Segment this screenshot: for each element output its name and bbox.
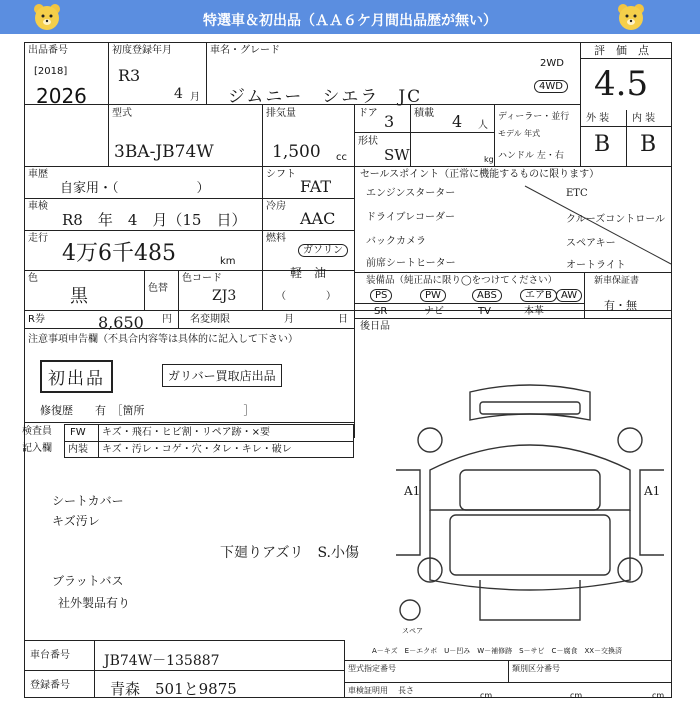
plate-value: 青森 501と9875 bbox=[110, 680, 237, 698]
lot-label: 出品番号 bbox=[28, 45, 68, 56]
fuel-label: 燃料 bbox=[266, 233, 286, 244]
car-damage-diagram bbox=[390, 380, 670, 630]
mileage-label: 走行 bbox=[28, 233, 48, 244]
color-value: 黒 bbox=[70, 286, 88, 307]
score-ext: B bbox=[594, 132, 611, 157]
fuel-paren: （ ） bbox=[276, 291, 336, 302]
mileage-unit: km bbox=[220, 256, 236, 267]
bear-mascot-icon bbox=[616, 2, 646, 32]
equipment-item: 本革 bbox=[524, 306, 544, 317]
cert-label: 車検証明用 bbox=[348, 686, 388, 695]
usage-value: 自家用・（ ） bbox=[60, 181, 210, 196]
hand-note: ブラットバス bbox=[52, 574, 124, 588]
usage-label: 車歴 bbox=[28, 169, 48, 180]
chassis-label: 車台番号 bbox=[30, 650, 70, 661]
sales-item: オートライト bbox=[566, 260, 626, 271]
inspection-value: R8 年 4 月（15 日） bbox=[62, 211, 247, 229]
doors-value: 3 bbox=[384, 112, 395, 131]
recycle-label: R券 bbox=[28, 314, 45, 325]
inspection-label: 車検 bbox=[28, 201, 48, 212]
inspector-label: 記入欄 bbox=[22, 443, 52, 454]
lot-number: 2026 bbox=[36, 84, 87, 108]
lot-year: [2018] bbox=[34, 66, 68, 77]
equipment-label: 装備品（純正品に限り◯をつけてください） bbox=[366, 275, 558, 286]
sales-item: クルーズコントロール bbox=[566, 214, 665, 225]
sales-label: セールスポイント（正常に機能するものに限ります） bbox=[360, 169, 600, 180]
recycle-day: 日 bbox=[338, 314, 348, 325]
damage-legend: A－キズ E－エクボ U－凹み W－補修跡 S－サビ C－腐食 XX－交換済 bbox=[372, 647, 623, 655]
dealer-handle: ハンドル 左・右 bbox=[498, 151, 564, 161]
hand-note: キズ汚レ bbox=[52, 514, 100, 528]
shift-value: FAT bbox=[300, 177, 332, 196]
car-name: ジムニー シエラ JC bbox=[228, 87, 423, 107]
equipment-item: エアB bbox=[520, 289, 557, 302]
reg-month: 4 bbox=[174, 86, 183, 102]
hand-mark: A1 bbox=[644, 484, 661, 498]
equipment-item: AW bbox=[556, 289, 582, 302]
recycle-value: 8,650 bbox=[98, 313, 144, 332]
score-ext-label: 外 装 bbox=[586, 113, 610, 124]
dealer-model-year: モデル 年式 bbox=[498, 129, 541, 138]
cm-unit: cm bbox=[652, 691, 665, 700]
recycle-unit: 円 bbox=[162, 314, 172, 325]
bear-mascot-icon bbox=[32, 2, 62, 32]
notes-stamp-gulliver: ガリバー買取店出品 bbox=[162, 364, 282, 387]
shift-label: シフト bbox=[266, 169, 296, 180]
inspector-interior-items: キズ・汚レ・コゲ・穴・タレ・キレ・破レ bbox=[102, 444, 292, 455]
capacity-kg: kg bbox=[484, 155, 494, 164]
score-int: B bbox=[640, 132, 657, 157]
equipment-item: PW bbox=[420, 289, 446, 302]
notes-repair: 修復歴 有 ［箇所 ］ bbox=[40, 404, 255, 417]
color-code-label: 色コード bbox=[182, 273, 222, 284]
capacity-value: 4 bbox=[452, 112, 463, 131]
mileage-value: 4万6千485 bbox=[62, 241, 176, 266]
banner bbox=[0, 0, 700, 34]
fuel-options: 軽 油 bbox=[290, 266, 327, 280]
cm-unit: cm bbox=[570, 691, 583, 700]
warranty-label: 新車保証書 bbox=[594, 276, 640, 286]
color-label: 色 bbox=[28, 273, 38, 284]
sales-item: 前席シートヒーター bbox=[366, 258, 456, 269]
score-value: 4.5 bbox=[594, 64, 649, 104]
equipment-item: PS bbox=[370, 289, 392, 302]
model-label: 型式 bbox=[112, 108, 132, 119]
notes-label: 注意事項申告欄（不具合内容等は具体的に記入して下さい） bbox=[28, 334, 298, 345]
doors-label: ドア bbox=[358, 108, 378, 119]
car-label: 車名・グレード bbox=[210, 45, 280, 56]
displacement-value: 1,500 bbox=[272, 142, 321, 162]
inspector-interior: 内装 bbox=[68, 444, 88, 455]
capacity-label: 積載 bbox=[414, 108, 434, 119]
displacement-unit: cc bbox=[336, 152, 347, 163]
aircon-label: 冷房 bbox=[266, 201, 286, 212]
fuel-value: ガソリン bbox=[298, 244, 348, 257]
hand-note: シートカバー bbox=[52, 494, 124, 508]
sales-item: バックカメラ bbox=[366, 236, 426, 247]
inspector-label: 検査員 bbox=[22, 426, 52, 437]
sales-item: エンジンスターター bbox=[366, 188, 456, 199]
sales-item: ドライブレコーダー bbox=[366, 212, 455, 223]
model-value: 3BA-JB74W bbox=[114, 142, 214, 162]
body-value: SW bbox=[384, 146, 410, 164]
reg-label: 初度登録年月 bbox=[112, 45, 172, 56]
hand-note: 下廻りアズリ S.小傷 bbox=[220, 545, 359, 561]
capacity-unit: 人 bbox=[478, 120, 488, 131]
recycle-expire-label: 名変期限 bbox=[190, 314, 230, 325]
equipment-item: SR bbox=[374, 306, 388, 317]
warranty-value: 有・無 bbox=[604, 299, 637, 312]
equipment-item: TV bbox=[478, 306, 491, 317]
plate-label: 登録番号 bbox=[30, 680, 70, 691]
notes-stamp-first: 初出品 bbox=[40, 360, 113, 393]
inspector-fw: FW bbox=[70, 427, 86, 438]
body-label: 形状 bbox=[358, 136, 378, 147]
sales-item: ETC bbox=[566, 188, 588, 199]
drive-4wd: 4WD bbox=[534, 80, 568, 93]
displacement-label: 排気量 bbox=[266, 108, 296, 119]
aircon-value: AAC bbox=[300, 209, 336, 228]
class-label: 類別区分番号 bbox=[512, 664, 560, 673]
inspector-fw-items: キズ・飛石・ヒビ割・リペア跡・×要 bbox=[102, 427, 270, 438]
banner-title: 特選車＆初出品（ＡＡ６ケ月間出品歴が無い） bbox=[203, 13, 497, 29]
hand-note: 社外製品有り bbox=[58, 596, 131, 610]
recycle-month: 月 bbox=[284, 314, 294, 325]
dealer-label: ディーラー・並行 bbox=[498, 112, 570, 122]
equipment-item: ナビ bbox=[424, 306, 444, 317]
color-code: ZJ3 bbox=[212, 288, 237, 304]
length-label: 長さ bbox=[398, 686, 414, 695]
sales-item: スペアキー bbox=[566, 238, 616, 249]
rear-seat-label: 後日品 bbox=[360, 321, 390, 332]
hand-mark: A1 bbox=[404, 484, 421, 498]
type-label: 型式指定番号 bbox=[348, 664, 396, 673]
chassis-value: JB74W－135887 bbox=[104, 653, 220, 669]
reg-month-unit: 月 bbox=[190, 92, 200, 103]
spare-label: スペア bbox=[402, 627, 423, 635]
cm-unit: cm bbox=[480, 691, 493, 700]
score-int-label: 内 装 bbox=[632, 113, 656, 124]
color-tone-label: 色替 bbox=[148, 283, 168, 294]
reg-era-year: R3 bbox=[118, 66, 141, 85]
score-label: 評 価 点 bbox=[594, 44, 649, 57]
equipment-item: ABS bbox=[472, 289, 502, 302]
drive-2wd: 2WD bbox=[540, 58, 564, 69]
